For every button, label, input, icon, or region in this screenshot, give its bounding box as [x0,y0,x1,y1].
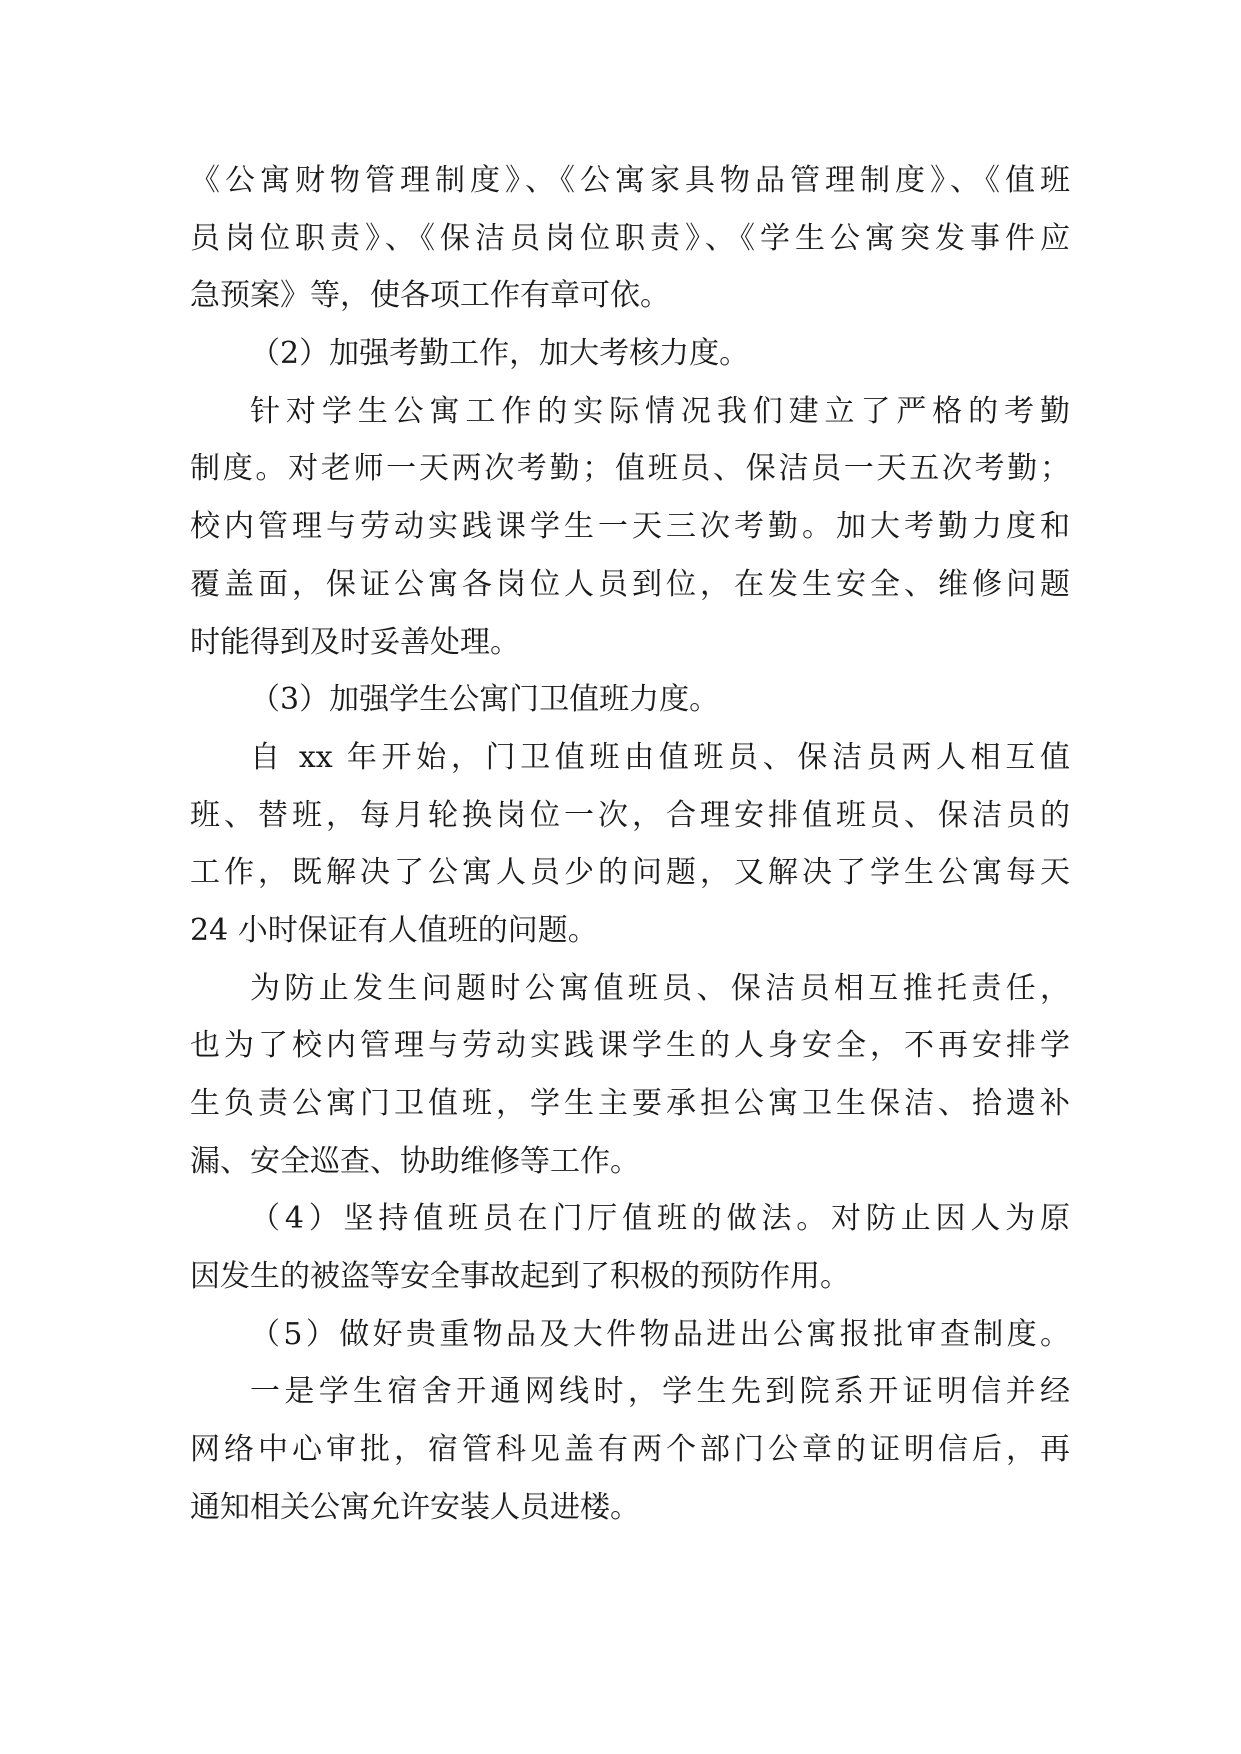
text-line: 工作，既解决了公寓人员少的问题，又解决了学生公寓每天 [190,855,1070,891]
text-line: 班、替班，每月轮换岗位一次，合理安排值班员、保洁员的 [190,797,1070,833]
text-line: 24 小时保证有人值班的问题。 [190,912,598,948]
section-heading-4: （4）坚持值班员在门厅值班的做法。对防止因人为原 [250,1201,1070,1237]
section-heading-3: （3）加强学生公寓门卫值班力度。 [250,682,720,718]
text-line: 一是学生宿舍开通网线时，学生先到院系开证明信并经 [250,1374,1070,1410]
document-body [190,158,1070,1543]
text-line: 也为了校内管理与劳动实践课学生的人身安全，不再安排学 [190,1028,1070,1064]
section-heading-5: （5）做好贵重物品及大件物品进出公寓报批审查制度。 [250,1316,1070,1352]
text-line: 急预案》等，使各项工作有章可依。 [190,278,670,314]
text-line: 覆盖面，保证公寓各岗位人员到位，在发生安全、维修问题 [190,566,1070,602]
text-line: 网络中心审批，宿管科见盖有两个部门公章的证明信后，再 [190,1432,1070,1468]
section-heading-2: （2）加强考勤工作，加大考核力度。 [250,336,750,372]
text-line: 为防止发生问题时公寓值班员、保洁员相互推托责任， [250,970,1070,1006]
text-line: 校内管理与劳动实践课学生一天三次考勤。加大考勤力度和 [190,509,1070,545]
text-line: 员岗位职责》、《保洁员岗位职责》、《学生公寓突发事件应 [190,220,1070,256]
text-line: 生负责公寓门卫值班，学生主要承担公寓卫生保洁、拾遗补 [190,1086,1070,1121]
text-line: 因发生的被盗等安全事故起到了积极的预防作用。 [190,1259,850,1295]
text-line: 漏、安全巡查、协助维修等工作。 [190,1143,640,1179]
text-line: 《公寓财物管理制度》、《公寓家具物品管理制度》、《值班 [190,163,1070,198]
text-line: 针对学生公寓工作的实际情况我们建立了严格的考勤 [250,393,1070,429]
text-line: 制度。对老师一天两次考勤；值班员、保洁员一天五次考勤； [190,451,1070,487]
text-line: 时能得到及时妥善处理。 [190,624,520,660]
text-line: 通知相关公寓允许安装人员进楼。 [190,1489,640,1525]
text-line: 自 xx 年开始，门卫值班由值班员、保洁员两人相互值 [250,739,1070,775]
